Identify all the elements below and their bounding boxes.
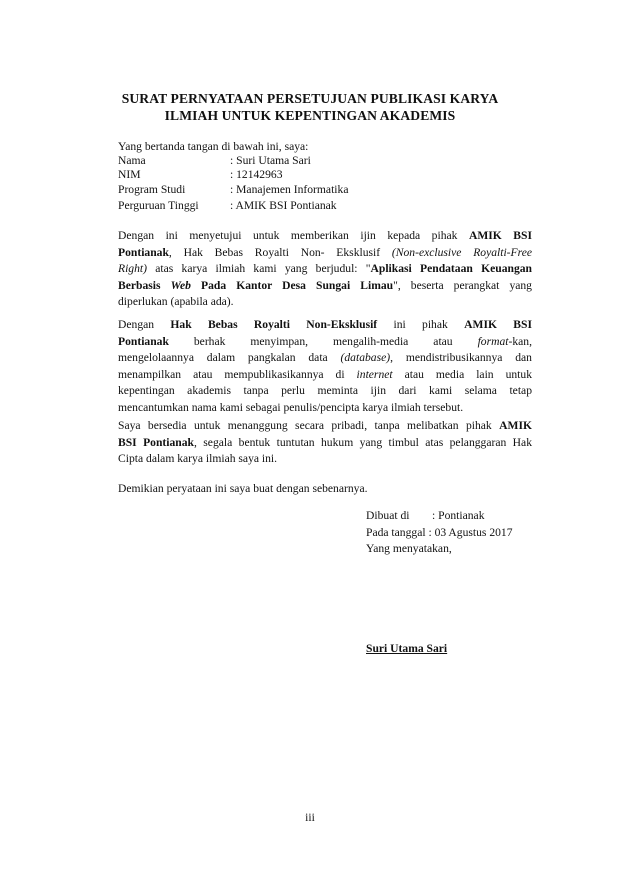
para3-text: Cipta dalam karya ilmiah saya ini. xyxy=(118,452,278,466)
para2-text: , mendistribusikannya dan xyxy=(390,351,532,365)
signature-statement: Yang menyatakan, xyxy=(366,542,452,555)
closing-statement: Demikian peryataan ini saya buat dengan sebenarnya. xyxy=(118,482,368,495)
para1-text: diperlukan (apabila ada). xyxy=(118,295,234,309)
signature-place-label: Dibuat di xyxy=(366,509,410,522)
para3-text: Saya bersedia untuk menanggung secara pribadi, tanpa melibatkan pihak xyxy=(118,419,500,432)
document-title-line-2: ILMIAH UNTUK KEPENTINGAN AKADEMIS xyxy=(164,108,456,123)
para2-text: berhak menyimpan, mengalih-media atau xyxy=(168,334,478,348)
paragraph-rights xyxy=(118,317,532,417)
paragraph-consent xyxy=(118,228,532,311)
document-title-line-1: SURAT PERNYATAAN PERSETUJUAN PUBLIKASI KARYA xyxy=(121,91,499,106)
identity-label-nim: NIM xyxy=(118,168,141,181)
identity-label-program: Program Studi xyxy=(118,183,186,196)
identity-label-name: Nama xyxy=(118,154,146,167)
intro-text: Yang bertanda tangan di bawah ini, saya: xyxy=(118,140,309,153)
identity-value-nim: : 12142963 xyxy=(230,168,283,181)
para2-text: atau media lain untuk xyxy=(392,367,532,381)
para1-bold: Pontianak xyxy=(118,245,169,259)
para2-text: mengelolaannya dalam pangkalan data xyxy=(118,351,341,365)
para2-italic: format xyxy=(477,334,509,348)
para1-text: , Hak Bebas Royalti Non- Eksklusif xyxy=(168,245,392,259)
para2-text: menampilkan atau mempublikasikannya di xyxy=(118,367,357,381)
identity-value-institution: : AMIK BSI Pontianak xyxy=(230,199,337,212)
identity-value-program: : Manajemen Informatika xyxy=(230,183,349,196)
signatory-name: Suri Utama Sari xyxy=(366,642,448,655)
para2-text: -kan, xyxy=(508,334,532,348)
identity-label-institution: Perguruan Tinggi xyxy=(118,199,199,212)
para3-text: , segala bentuk tuntutan hukum yang timbul atas pelanggaran Hak xyxy=(194,435,532,449)
para1-bold: Pada Kantor Desa Sungai Limau xyxy=(190,278,394,292)
para2-bold: Hak Bebas Royalti Non-Eksklusif xyxy=(170,318,378,331)
signature-date: Pada tanggal : 03 Agustus 2017 xyxy=(366,526,513,539)
paragraph-liability xyxy=(118,418,532,468)
para1-text: atas karya ilmiah kami yang berjudul: " xyxy=(146,262,371,276)
para2-text: kepentingan akademis tanpa perlu meminta ijin dari kami selama tetap xyxy=(118,384,532,398)
para1-bold-italic: Web xyxy=(170,278,191,292)
para2-text: ini pihak xyxy=(377,318,465,331)
para1-italic: (Non-exclusive Royalti-Free xyxy=(391,245,532,259)
para2-text: Dengan xyxy=(118,318,171,331)
signature-place-value: : Pontianak xyxy=(432,509,485,522)
para1-bold: Aplikasi Pendataan Keuangan xyxy=(370,262,532,276)
para3-bold: BSI Pontianak xyxy=(118,435,194,449)
para2-italic: (database) xyxy=(340,351,391,365)
para1-italic: Right) xyxy=(118,262,147,276)
para2-bold: AMIK BSI xyxy=(464,318,532,331)
para2-italic: internet xyxy=(356,367,393,381)
para1-bold: AMIK BSI xyxy=(468,229,533,242)
para1-bold: Berbasis xyxy=(118,278,171,292)
para3-bold: AMIK xyxy=(499,419,532,432)
para1-text: Dengan ini menyetujui untuk memberikan ijin kepada pihak xyxy=(118,229,469,242)
identity-value-name: : Suri Utama Sari xyxy=(230,154,311,167)
para2-text: mencantumkan nama kami sebagai penulis/pencipta karya ilmiah tersebut. xyxy=(118,400,464,414)
para2-bold: Pontianak xyxy=(118,334,169,348)
para1-text: ", beserta perangkat yang xyxy=(393,278,532,292)
page-number: iii xyxy=(305,811,315,824)
